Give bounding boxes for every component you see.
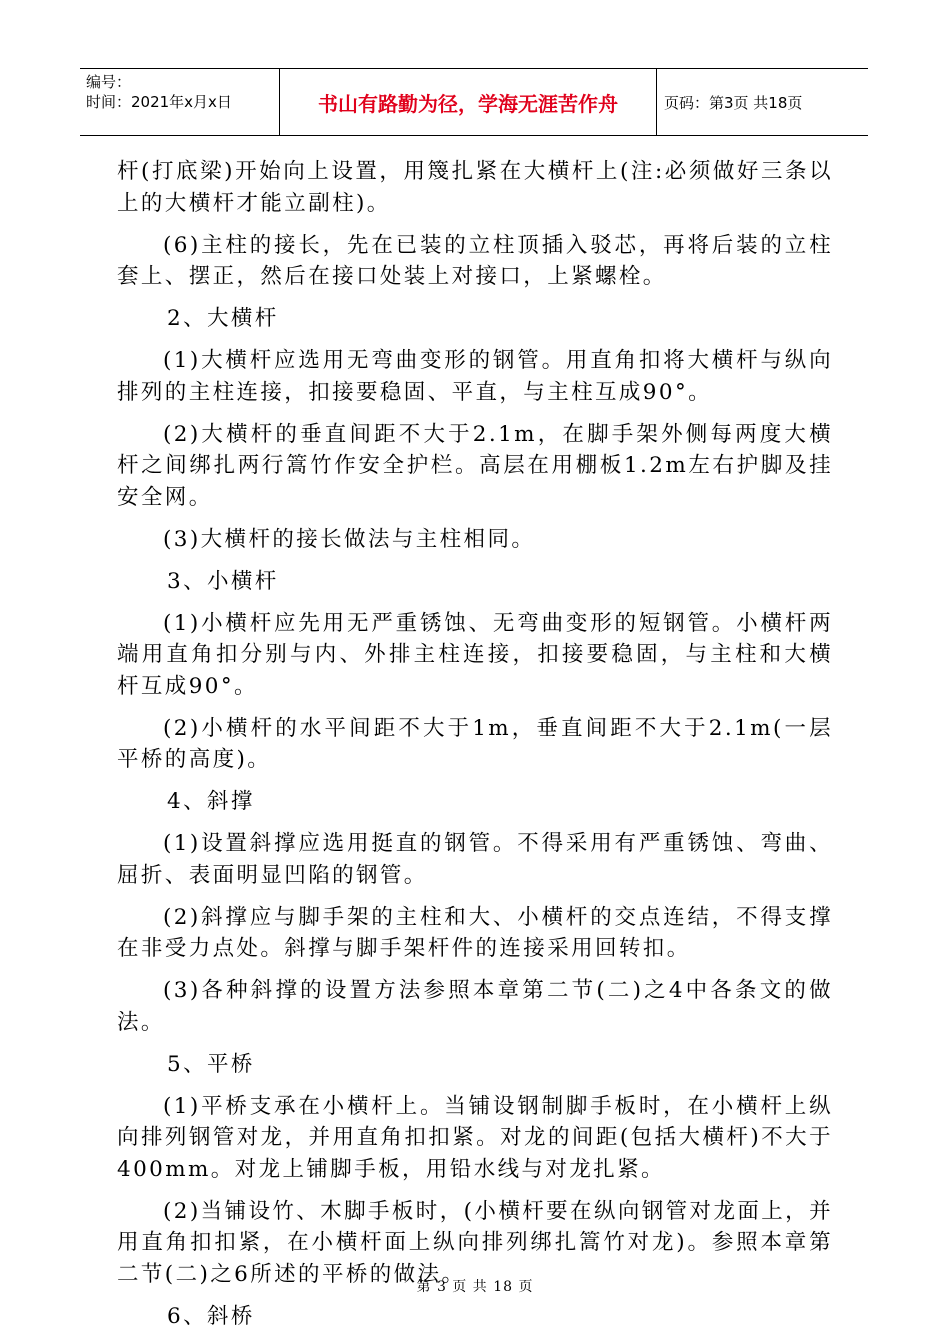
paragraph: (1)设置斜撑应选用挺直的钢管。不得采用有严重锈蚀、弯曲、屈折、表面明显凹陷的钢管。 [117,831,833,888]
paragraph: 杆(打底梁)开始向上设置，用篾扎紧在大横杆上(注:必须做好三条以上的大横杆才能立副柱)。 [117,159,833,216]
header-page-label: 页码：第3页 共18页 [664,93,803,112]
section-heading: 2、大横杆 [167,306,279,331]
header-divider [656,69,657,135]
paragraph: (1)大横杆应选用无弯曲变形的钢管。用直角扣将大横杆与纵向排列的主柱连接，扣接要稳固、平直，与主柱互成90°。 [117,348,833,405]
header-info [86,72,276,112]
section-heading: 3、小横杆 [167,568,279,594]
time-label: 时间：2021年x月x日 [86,93,232,111]
paragraph: (3)大横杆的接长做法与主柱相同。 [163,526,536,552]
serial-label: 编号： [86,73,132,91]
section-heading: 4、斜撑 [167,789,255,814]
section-heading: 5、平桥 [167,1051,255,1077]
document-body [117,156,833,1343]
paragraph: (2)当铺设竹、木脚手板时，(小横杆要在纵向钢管对龙面上，并用直角扣扣紧，在小横杆面上纵向排列绑扎篙竹对龙)。参照本章第二节(二)之6所述的平桥的做法。 [117,1198,833,1287]
page-footer: 第 3 页 共 18 页 [416,1279,534,1295]
section-heading: 6、斜桥 [167,1303,255,1329]
page-header [80,68,868,136]
paragraph: (2)斜撑应与脚手架的主柱和大、小横杆的交点连结，不得支撑在非受力点处。斜撑与脚手架杆件的连接采用回转扣。 [117,904,833,961]
paragraph: (6)主柱的接长，先在已装的立柱顶插入驳芯，再将后装的立柱套上、摆正，然后在接口处装上对接口，上紧螺栓。 [117,232,833,289]
paragraph: (2)大横杆的垂直间距不大于2.1m，在脚手架外侧每两度大横杆之间绑扎两行篙竹作安全护栏。高层在用棚板1.2m左右护脚及挂安全网。 [117,421,833,510]
paragraph: (3)各种斜撑的设置方法参照本章第二节(二)之4中各条文的做法。 [117,978,833,1035]
paragraph: (1)平桥支承在小横杆上。当铺设钢制脚手板时，在小横杆上纵向排列钢管对龙，并用直角扣扣紧。对龙的间距(包括大横杆)不大于400mm。对龙上铺脚手板，用铅水线与对龙扎紧。 [117,1093,833,1182]
paragraph: (1)小横杆应先用无严重锈蚀、无弯曲变形的短钢管。小横杆两端用直角扣分别与内、外排主柱连接，扣接要稳固，与主柱和大横杆互成90°。 [117,610,833,699]
header-motto: 书山有路勤为径，学海无涯苦作舟 [318,91,618,116]
paragraph: (2)小横杆的水平间距不大于1m，垂直间距不大于2.1m(一层平桥的高度)。 [117,715,833,772]
